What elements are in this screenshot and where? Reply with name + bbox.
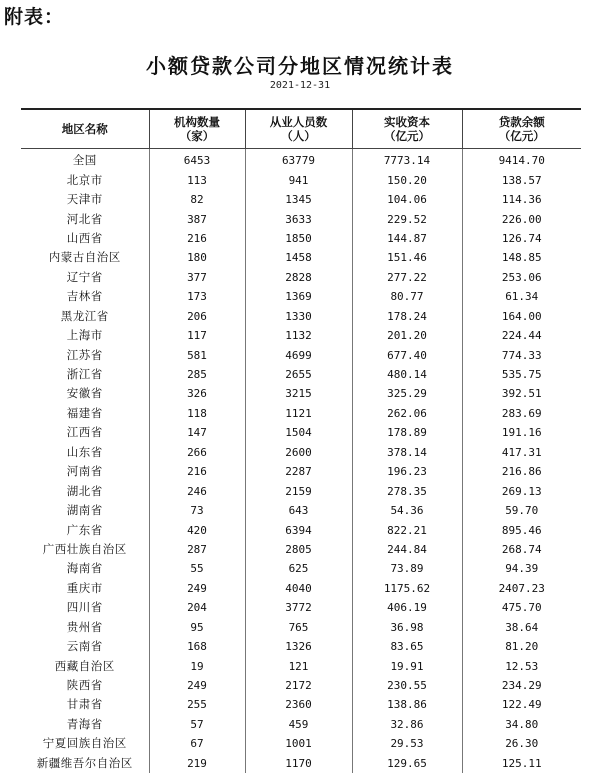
report-date: 2021-12-31: [269, 80, 331, 91]
header-employees: 从业人员数 （人）: [245, 109, 352, 149]
table-row: [21, 462, 581, 481]
paid-in-capital-cell: 178.89: [352, 423, 462, 442]
paid-in-capital-cell: 150.20: [352, 170, 462, 189]
loan-balance-cell: 269.13: [462, 481, 581, 500]
table-header-row: [21, 109, 581, 149]
employees-cell: 4040: [245, 579, 352, 598]
table-row: [21, 520, 581, 539]
paid-in-capital-cell: 277.22: [352, 268, 462, 287]
employees-cell: 1850: [245, 229, 352, 248]
region-cell: 湖北省: [21, 481, 149, 500]
paid-in-capital-cell: 230.55: [352, 676, 462, 695]
region-cell: 吉林省: [21, 287, 149, 306]
region-cell: 内蒙古自治区: [21, 248, 149, 267]
employees-cell: 1330: [245, 307, 352, 326]
employees-cell: 3633: [245, 209, 352, 228]
institutions-cell: 249: [149, 579, 245, 598]
institutions-cell: 55: [149, 559, 245, 578]
table-row: [21, 618, 581, 637]
paid-in-capital-cell: 19.91: [352, 656, 462, 675]
region-cell: 甘肃省: [21, 695, 149, 714]
loan-balance-cell: 126.74: [462, 229, 581, 248]
attachment-label: 附表：: [4, 6, 65, 28]
loan-balance-cell: 895.46: [462, 520, 581, 539]
employees-cell: 2655: [245, 365, 352, 384]
employees-cell: 6394: [245, 520, 352, 539]
paid-in-capital-cell: 36.98: [352, 618, 462, 637]
loan-balance-cell: 253.06: [462, 268, 581, 287]
table-row: [21, 540, 581, 559]
loan-balance-cell: 34.80: [462, 715, 581, 734]
paid-in-capital-cell: 144.87: [352, 229, 462, 248]
table-row: [21, 190, 581, 209]
region-cell: 安徽省: [21, 384, 149, 403]
region-cell: 北京市: [21, 170, 149, 189]
loan-balance-cell: 535.75: [462, 365, 581, 384]
institutions-cell: 216: [149, 229, 245, 248]
institutions-cell: 95: [149, 618, 245, 637]
employees-cell: 1001: [245, 734, 352, 753]
region-cell: 贵州省: [21, 618, 149, 637]
region-cell: 陕西省: [21, 676, 149, 695]
loan-balance-cell: 38.64: [462, 618, 581, 637]
loan-balance-cell: 61.34: [462, 287, 581, 306]
institutions-cell: 168: [149, 637, 245, 656]
employees-cell: 1326: [245, 637, 352, 656]
institutions-cell: 255: [149, 695, 245, 714]
employees-cell: 121: [245, 656, 352, 675]
loan-balance-cell: 138.57: [462, 170, 581, 189]
employees-cell: 1121: [245, 404, 352, 423]
table-row: [21, 423, 581, 442]
paid-in-capital-cell: 480.14: [352, 365, 462, 384]
institutions-cell: 173: [149, 287, 245, 306]
institutions-cell: 82: [149, 190, 245, 209]
paid-in-capital-cell: 7773.14: [352, 149, 462, 171]
paid-in-capital-cell: 325.29: [352, 384, 462, 403]
region-cell: 青海省: [21, 715, 149, 734]
loan-balance-cell: 122.49: [462, 695, 581, 714]
region-cell: 山东省: [21, 443, 149, 462]
loan-balance-cell: 283.69: [462, 404, 581, 423]
loan-balance-cell: 164.00: [462, 307, 581, 326]
loan-balance-cell: 216.86: [462, 462, 581, 481]
region-cell: 重庆市: [21, 579, 149, 598]
institutions-cell: 67: [149, 734, 245, 753]
employees-cell: 1132: [245, 326, 352, 345]
institutions-cell: 285: [149, 365, 245, 384]
employees-cell: 2805: [245, 540, 352, 559]
paid-in-capital-cell: 73.89: [352, 559, 462, 578]
region-cell: 广西壮族自治区: [21, 540, 149, 559]
paid-in-capital-cell: 262.06: [352, 404, 462, 423]
table-row: [21, 598, 581, 617]
table-body: [21, 149, 581, 774]
paid-in-capital-cell: 54.36: [352, 501, 462, 520]
region-cell: 广东省: [21, 520, 149, 539]
employees-cell: 1345: [245, 190, 352, 209]
table-row: [21, 443, 581, 462]
loan-balance-cell: 81.20: [462, 637, 581, 656]
institutions-cell: 249: [149, 676, 245, 695]
region-cell: 河北省: [21, 209, 149, 228]
institutions-cell: 73: [149, 501, 245, 520]
table-row: [21, 715, 581, 734]
region-cell: 全国: [21, 149, 149, 171]
institutions-cell: 206: [149, 307, 245, 326]
loan-balance-cell: 148.85: [462, 248, 581, 267]
paid-in-capital-cell: 32.86: [352, 715, 462, 734]
loan-balance-cell: 12.53: [462, 656, 581, 675]
institutions-cell: 204: [149, 598, 245, 617]
region-cell: 四川省: [21, 598, 149, 617]
institutions-cell: 326: [149, 384, 245, 403]
paid-in-capital-cell: 129.65: [352, 754, 462, 773]
institutions-cell: 180: [149, 248, 245, 267]
table-row: [21, 676, 581, 695]
institutions-cell: 266: [149, 443, 245, 462]
employees-cell: 2159: [245, 481, 352, 500]
statistics-table: [21, 108, 581, 773]
paid-in-capital-cell: 104.06: [352, 190, 462, 209]
loan-balance-cell: 94.39: [462, 559, 581, 578]
table-row: [21, 404, 581, 423]
region-cell: 江西省: [21, 423, 149, 442]
employees-cell: 2360: [245, 695, 352, 714]
institutions-cell: 287: [149, 540, 245, 559]
institutions-cell: 117: [149, 326, 245, 345]
institutions-cell: 118: [149, 404, 245, 423]
loan-balance-cell: 114.36: [462, 190, 581, 209]
loan-balance-cell: 191.16: [462, 423, 581, 442]
employees-cell: 765: [245, 618, 352, 637]
institutions-cell: 19: [149, 656, 245, 675]
employees-cell: 4699: [245, 345, 352, 364]
employees-cell: 1369: [245, 287, 352, 306]
table-row: [21, 695, 581, 714]
table-row: [21, 734, 581, 753]
loan-balance-cell: 774.33: [462, 345, 581, 364]
table-row: [21, 326, 581, 345]
table-row: [21, 754, 581, 773]
region-cell: 湖南省: [21, 501, 149, 520]
institutions-cell: 219: [149, 754, 245, 773]
paid-in-capital-cell: 378.14: [352, 443, 462, 462]
region-cell: 山西省: [21, 229, 149, 248]
table-row: [21, 268, 581, 287]
paid-in-capital-cell: 278.35: [352, 481, 462, 500]
paid-in-capital-cell: 151.46: [352, 248, 462, 267]
employees-cell: 3215: [245, 384, 352, 403]
employees-cell: 1504: [245, 423, 352, 442]
institutions-cell: 581: [149, 345, 245, 364]
employees-cell: 3772: [245, 598, 352, 617]
paid-in-capital-cell: 178.24: [352, 307, 462, 326]
paid-in-capital-cell: 80.77: [352, 287, 462, 306]
institutions-cell: 420: [149, 520, 245, 539]
employees-cell: 625: [245, 559, 352, 578]
table-row: [21, 637, 581, 656]
paid-in-capital-cell: 83.65: [352, 637, 462, 656]
loan-balance-cell: 26.30: [462, 734, 581, 753]
region-cell: 西藏自治区: [21, 656, 149, 675]
table-row: [21, 287, 581, 306]
employees-cell: 1170: [245, 754, 352, 773]
paid-in-capital-cell: 29.53: [352, 734, 462, 753]
header-loan-balance: 贷款余额 （亿元）: [462, 109, 581, 149]
region-cell: 上海市: [21, 326, 149, 345]
table-row: [21, 307, 581, 326]
region-cell: 宁夏回族自治区: [21, 734, 149, 753]
loan-balance-cell: 475.70: [462, 598, 581, 617]
employees-cell: 2172: [245, 676, 352, 695]
loan-balance-cell: 417.31: [462, 443, 581, 462]
loan-balance-cell: 392.51: [462, 384, 581, 403]
loan-balance-cell: 224.44: [462, 326, 581, 345]
table-row: [21, 365, 581, 384]
paid-in-capital-cell: 1175.62: [352, 579, 462, 598]
region-cell: 新疆维吾尔自治区: [21, 754, 149, 773]
loan-balance-cell: 268.74: [462, 540, 581, 559]
region-cell: 天津市: [21, 190, 149, 209]
table-row: [21, 559, 581, 578]
paid-in-capital-cell: 822.21: [352, 520, 462, 539]
paid-in-capital-cell: 201.20: [352, 326, 462, 345]
loan-balance-cell: 234.29: [462, 676, 581, 695]
region-cell: 云南省: [21, 637, 149, 656]
header-region: 地区名称: [21, 109, 149, 149]
institutions-cell: 113: [149, 170, 245, 189]
header-institutions: 机构数量 （家）: [149, 109, 245, 149]
paid-in-capital-cell: 406.19: [352, 598, 462, 617]
table-row: [21, 501, 581, 520]
employees-cell: 941: [245, 170, 352, 189]
employees-cell: 2600: [245, 443, 352, 462]
employees-cell: 459: [245, 715, 352, 734]
table-row: [21, 579, 581, 598]
table-row: [21, 345, 581, 364]
table-row: [21, 209, 581, 228]
table-row: [21, 229, 581, 248]
employees-cell: 2287: [245, 462, 352, 481]
paid-in-capital-cell: 196.23: [352, 462, 462, 481]
table-title: 小额贷款公司分地区情况统计表: [146, 54, 454, 78]
employees-cell: 643: [245, 501, 352, 520]
region-cell: 河南省: [21, 462, 149, 481]
paid-in-capital-cell: 677.40: [352, 345, 462, 364]
employees-cell: 2828: [245, 268, 352, 287]
region-cell: 辽宁省: [21, 268, 149, 287]
loan-balance-cell: 226.00: [462, 209, 581, 228]
institutions-cell: 6453: [149, 149, 245, 171]
table-row: [21, 656, 581, 675]
employees-cell: 1458: [245, 248, 352, 267]
region-cell: 福建省: [21, 404, 149, 423]
institutions-cell: 216: [149, 462, 245, 481]
loan-balance-cell: 9414.70: [462, 149, 581, 171]
institutions-cell: 387: [149, 209, 245, 228]
region-cell: 浙江省: [21, 365, 149, 384]
paid-in-capital-cell: 138.86: [352, 695, 462, 714]
table-row: [21, 481, 581, 500]
paid-in-capital-cell: 244.84: [352, 540, 462, 559]
table-row: [21, 248, 581, 267]
loan-balance-cell: 2407.23: [462, 579, 581, 598]
region-cell: 江苏省: [21, 345, 149, 364]
institutions-cell: 246: [149, 481, 245, 500]
table-row: [21, 384, 581, 403]
national-total-row: [21, 149, 581, 171]
employees-cell: 63779: [245, 149, 352, 171]
loan-balance-cell: 125.11: [462, 754, 581, 773]
paid-in-capital-cell: 229.52: [352, 209, 462, 228]
institutions-cell: 147: [149, 423, 245, 442]
header-paid-in-capital: 实收资本 （亿元）: [352, 109, 462, 149]
region-cell: 黑龙江省: [21, 307, 149, 326]
table-row: [21, 170, 581, 189]
loan-balance-cell: 59.70: [462, 501, 581, 520]
institutions-cell: 57: [149, 715, 245, 734]
institutions-cell: 377: [149, 268, 245, 287]
region-cell: 海南省: [21, 559, 149, 578]
